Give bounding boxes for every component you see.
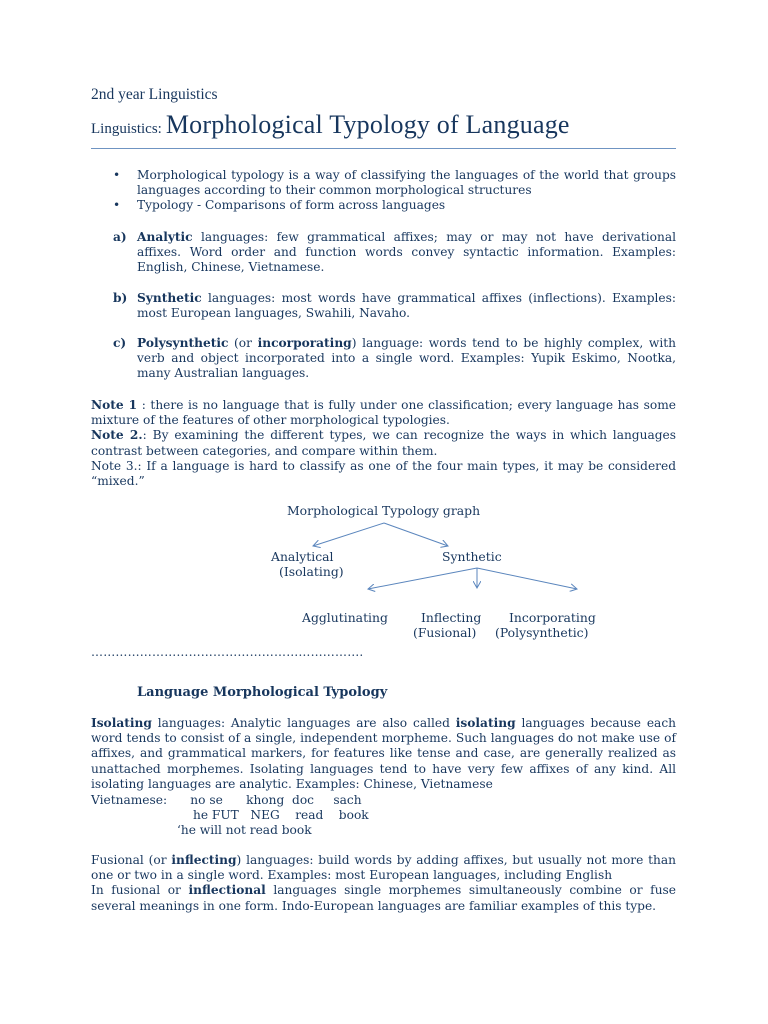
note-2: Note 2.: By examining the different types, we can recognize the ways in which languages contrast between categories, and compare within them. xyxy=(91,428,676,458)
isolating-paragraph: Isolating languages: Analytic languages are also called isolating languages because each word tends to consist of a single, independent morpheme. Such languages do not make use of affixes, and grammatical markers, for features like tense and case, are generally realized as unattached morphemes. Isolating languages tend to have very few affixes of any kind. All isolating languages are analytic. Examples: Chinese, Vietnamese xyxy=(91,716,676,791)
note-1: Note 1 : there is no language that is fully under one classification; every language has some mixture of the features of other morphological typologies. xyxy=(91,398,676,428)
term-analytic: Analytic xyxy=(137,230,193,244)
bullet-item: • Morphological typology is a way of classifying the languages of the world that groups languages according to their common morphological structures xyxy=(113,168,676,198)
title-divider xyxy=(91,148,676,149)
term-isolating: Isolating xyxy=(91,716,152,730)
notes-block xyxy=(91,398,676,489)
example-vietnamese: Vietnamese: no se khong doc sach xyxy=(91,793,362,807)
subject-prefix: Linguistics: xyxy=(91,121,162,137)
arrow-to-synthetic xyxy=(384,523,448,546)
title-text: Morphological Typology of Language xyxy=(165,110,570,139)
node-isolating: (Isolating) xyxy=(279,564,344,579)
arrow-to-analytical xyxy=(313,523,384,546)
graph-arrows xyxy=(0,500,768,650)
graph-title: Morphological Typology graph xyxy=(287,503,481,518)
node-incorporating: Incorporating xyxy=(509,610,596,625)
term-inflecting: inflecting xyxy=(171,853,237,867)
bullet-dot-icon: • xyxy=(113,168,121,182)
node-inflecting: Inflecting xyxy=(421,610,482,625)
example-gloss: he FUT NEG read book xyxy=(193,808,369,822)
term-synthetic: Synthetic xyxy=(137,291,202,305)
bullet-dot-icon: • xyxy=(113,198,121,213)
dotted-separator: …………………………………………………………. xyxy=(91,645,364,659)
node-synthetic: Synthetic xyxy=(442,549,502,564)
course-label: 2nd year Linguistics xyxy=(91,86,218,103)
list-marker: c) xyxy=(113,336,127,350)
node-polysynthetic: (Polysynthetic) xyxy=(495,625,589,640)
page-title xyxy=(91,110,570,140)
fusional-paragraph xyxy=(91,853,676,914)
bullet-item: • Typology - Comparisons of form across languages xyxy=(113,198,446,213)
term-isolating-2: isolating xyxy=(455,716,516,730)
node-analytical: Analytical xyxy=(271,549,334,564)
example-translation: ‘he will not read book xyxy=(177,823,312,837)
note-3: Note 3.: If a language is hard to classify as one of the four main types, it may be considered “mixed.” xyxy=(91,458,676,489)
fusional-sentence-2: In fusional or inflectional languages single morphemes simultaneously combine or fuse several meanings in one form. Indo-European languages are familiar examples of this type. xyxy=(91,883,677,913)
section-heading: Language Morphological Typology xyxy=(137,685,388,700)
typology-graph xyxy=(0,500,768,650)
list-marker: a) xyxy=(113,230,127,244)
term-inflectional: inflectional xyxy=(188,883,266,898)
arrow-to-agglutinating xyxy=(368,568,477,589)
term-incorporating: incorporating xyxy=(257,336,352,350)
node-fusional: (Fusional) xyxy=(413,625,477,640)
list-marker: b) xyxy=(113,291,128,305)
type-item-synthetic: b) Synthetic languages: most words have grammatical affixes (inflections). Examples: most European languages, Swahili, Navaho. xyxy=(113,291,676,321)
type-item-analytic: a) Analytic languages: few grammatical affixes; may or may not have derivational affixes. Word order and function words convey syntactic information. Examples: English, Chinese, Vietnamese. xyxy=(113,230,676,275)
intro-bullets xyxy=(113,168,676,214)
fusional-sentence-1: Fusional (or inflecting) languages: build words by adding affixes, but usually not more than one or two in a single word. Examples: most European languages, including English xyxy=(91,853,676,883)
node-agglutinating: Agglutinating xyxy=(302,610,388,625)
arrow-to-incorporating xyxy=(477,568,577,589)
type-item-polysynthetic: c) Polysynthetic (or incorporating) language: words tend to be highly complex, with verb and object incorporated into a single word. Examples: Yupik Eskimo, Nootka, many Australian languages. xyxy=(113,336,676,381)
term-polysynthetic: Polysynthetic xyxy=(137,336,229,350)
